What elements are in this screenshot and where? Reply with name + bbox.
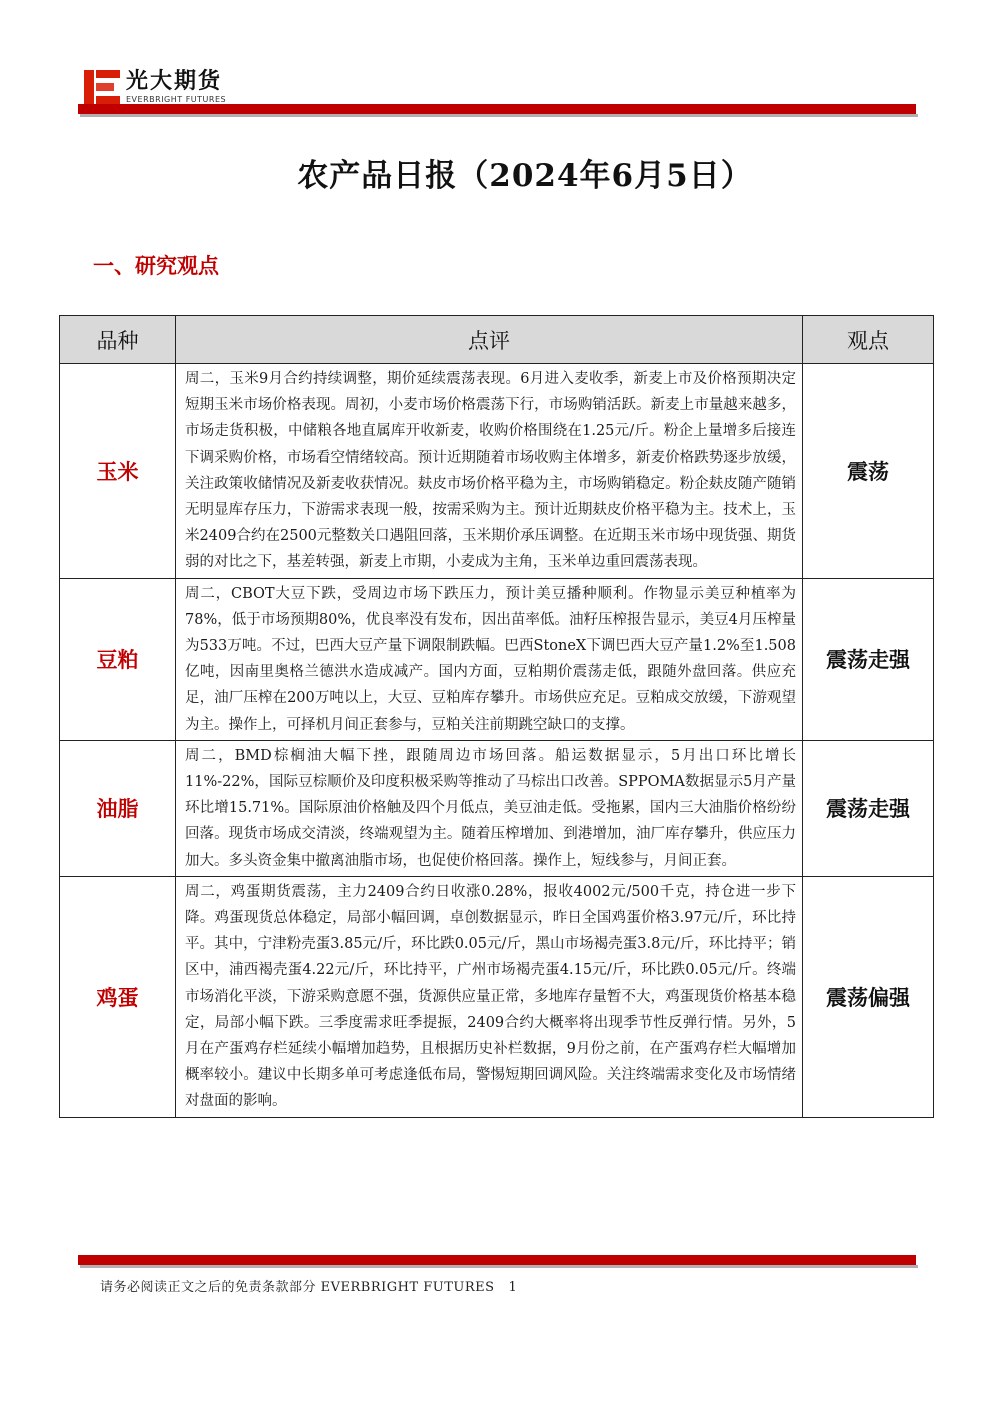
variety-view: 震荡偏强 — [803, 876, 934, 1117]
header-divider — [78, 104, 916, 114]
header-view: 观点 — [803, 316, 934, 364]
footer-divider-shadow — [80, 1265, 918, 1268]
table-row — [60, 740, 934, 876]
variety-comment: 周二，CBOT大豆下跌，受周边市场下跌压力，预计美豆播种顺利。作物显示美豆种植率为78%，低于市场预期80%，优良率没有发布，因出苗率低。油籽压榨报告显示，美豆4月压榨量为533万吨。不过，巴西大豆产量下调限制跌幅。巴西StoneX下调巴西大豆产量1.2%至1.508亿吨，因南里奥格兰德洪水造成减产。国内方面，豆粕期价震荡走低，跟随外盘回落。供应充足，油厂压榨在200万吨以上，大豆、豆粕库存攀升。市场供应充足。豆粕成交放缓，下游观望为主。操作上，可择机月间正套参与，豆粕关注前期跳空缺口的支撑。 — [176, 578, 803, 740]
company-logo — [84, 70, 226, 105]
header-variety: 品种 — [60, 316, 176, 364]
variety-view: 震荡走强 — [803, 578, 934, 740]
variety-name: 玉米 — [60, 364, 176, 579]
section-heading: 一、研究观点 — [93, 253, 219, 278]
variety-name: 鸡蛋 — [60, 876, 176, 1117]
disclaimer-text: 请务必阅读正文之后的免责条款部分 EVERBRIGHT FUTURES — [100, 1280, 495, 1295]
logo-brand-en: EVERBRIGHT FUTURES — [126, 95, 227, 104]
logo-mark-icon — [84, 70, 122, 104]
variety-name: 豆粕 — [60, 578, 176, 740]
variety-name: 油脂 — [60, 740, 176, 876]
document-title: 农产品日报（2024年6月5日） — [297, 158, 753, 194]
variety-view: 震荡 — [803, 364, 934, 579]
variety-comment: 周二，鸡蛋期货震荡，主力2409合约日收涨0.28%，报收4002元/500千克，持仓进一步下降。鸡蛋现货总体稳定，局部小幅回调，卓创数据显示，昨日全国鸡蛋价格3.97元/斤，环比持平。其中，宁津粉壳蛋3.85元/斤，环比跌0.05元/斤，黑山市场褐壳蛋3.8元/斤，环比持平；销区中，浦西褐壳蛋4.22元/斤，环比持平，广州市场褐壳蛋4.15元/斤，环比跌0.05元/斤。终端市场消化平淡，下游采购意愿不强，货源供应量正常，多地库存量暂不大，鸡蛋现货价格基本稳定，局部小幅下跌。三季度需求旺季提振，2409合约大概率将出现季节性反弹行情。另外，5月在产蛋鸡存栏延续小幅增加趋势，且根据历史补栏数据，9月份之前，在产蛋鸡存栏大幅增加概率较小。建议中长期多单可考虑逢低布局，警惕短期回调风险。关注终端需求变化及市场情绪对盘面的影响。 — [176, 876, 803, 1117]
logo-brand-cn: 光大期货 — [126, 69, 223, 94]
page-number: 1 — [508, 1280, 518, 1295]
variety-comment: 周二，BMD棕榈油大幅下挫，跟随周边市场回落。船运数据显示，5月出口环比增长11%-22%，国际豆棕顺价及印度积极采购等推动了马棕出口改善。SPPOMA数据显示5月产量环比增15.71%。国际原油价格触及四个月低点，美豆油走低。受拖累，国内三大油脂价格纷纷回落。现货市场成交清淡，终端观望为主。随着压榨增加、到港增加，油厂库存攀升，供应压力加大。多头资金集中撤离油脂市场，也促使价格回落。操作上，短线参与，月间正套。 — [176, 740, 803, 876]
header-divider-shadow — [80, 114, 918, 117]
table-row — [60, 876, 934, 1117]
table-row — [60, 578, 934, 740]
footer — [100, 1276, 517, 1295]
commodity-table — [59, 315, 934, 1118]
variety-comment: 周二，玉米9月合约持续调整，期价延续震荡表现。6月进入麦收季，新麦上市及价格预期决定短期玉米市场价格表现。周初，小麦市场价格震荡下行，市场购销活跃。新麦上市量越来越多，市场走货积极，中储粮各地直属库开收新麦，收购价格围绕在1.25元/斤。粉企上量增多后接连下调采购价格，市场看空情绪较高。预计近期随着市场收购主体增多，新麦价格跌势逐步放缓，关注政策收储情况及新麦收获情况。麸皮市场价格平稳为主，市场购销稳定。粉企麸皮随产随销无明显库存压力，下游需求表现一般，按需采购为主。预计近期麸皮价格平稳为主。技术上，玉米2409合约在2500元整数关口遇阻回落，玉米期价承压调整。在近期玉米市场中现货强、期货弱的对比之下，基差转强，新麦上市期，小麦成为主角，玉米单边重回震荡表现。 — [176, 364, 803, 579]
footer-divider — [78, 1255, 916, 1265]
table-header-row — [60, 316, 934, 364]
header-comment: 点评 — [176, 316, 803, 364]
table-row — [60, 364, 934, 579]
variety-view: 震荡走强 — [803, 740, 934, 876]
